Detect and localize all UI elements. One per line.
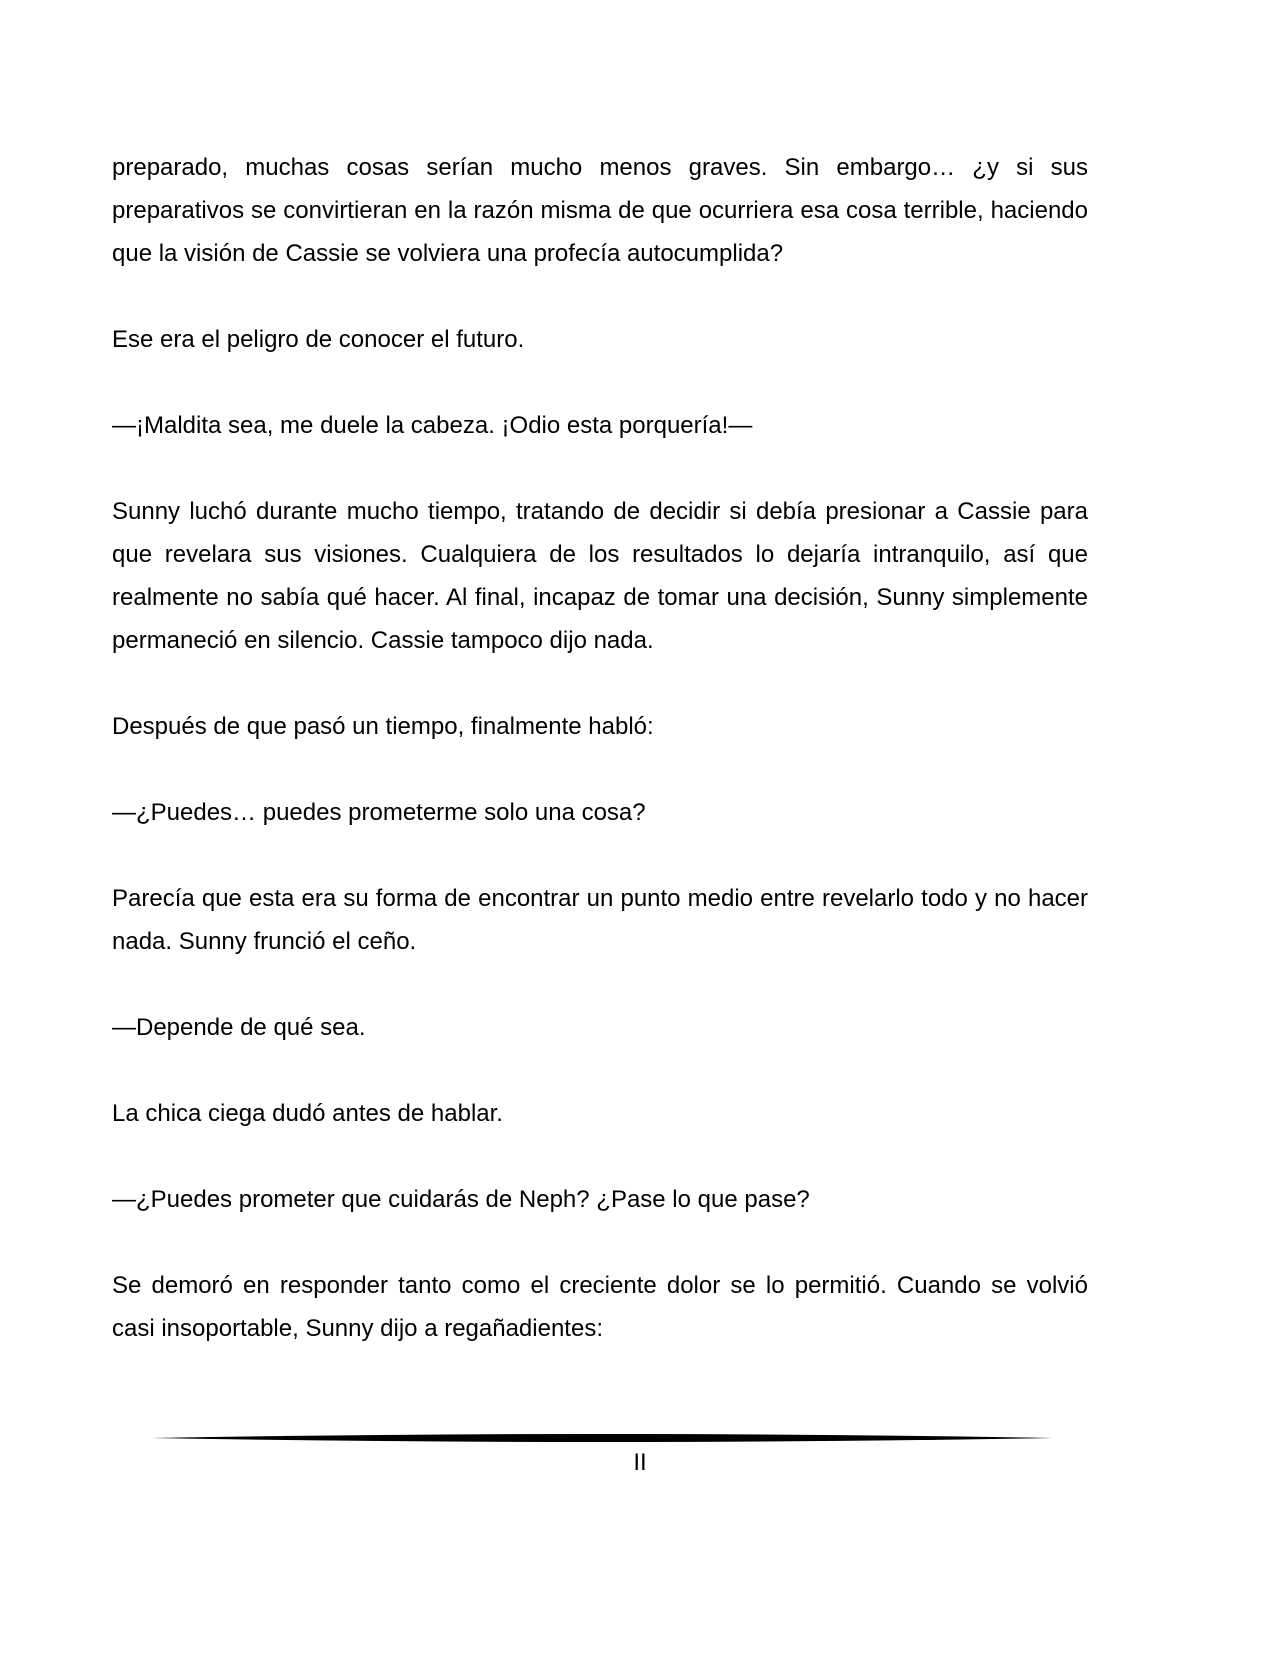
paragraph: Después de que pasó un tiempo, finalmente habló: [112, 713, 654, 740]
paragraph: —Depende de qué sea. [112, 1014, 366, 1041]
paragraph: Ese era el peligro de conocer el futuro. [112, 326, 525, 353]
paragraph: Parecía que esta era su forma de encontrar un punto medio entre revelarlo todo y no hacer nada. Sunny frunció el ceño. [112, 885, 1088, 955]
paragraph: Sunny luchó durante mucho tiempo, tratando de decidir si debía presionar a Cassie para que revelara sus visiones. Cualquiera de los resultados lo dejaría intranquilo, así que realmente no sabía qué hacer. Al final, incapaz de tomar una decisión, Sunny simplemente permaneció en silencio. Cassie tampoco dijo nada. [112, 498, 1088, 654]
paragraph: La chica ciega dudó antes de hablar. [112, 1100, 503, 1127]
page-number: II [633, 1449, 647, 1476]
paragraph: —¡Maldita sea, me duele la cabeza. ¡Odio esta porquería!— [112, 412, 753, 439]
page-body [112, 146, 1088, 1393]
paragraph: —¿Puedes… puedes prometerme solo una cosa? [112, 799, 646, 826]
paragraph: preparado, muchas cosas serían mucho menos graves. Sin embargo… ¿y si sus preparativos se convirtieran en la razón misma de que ocurriera esa cosa terrible, haciendo que la visión de Cassie se volviera una profecía autocumplida? [112, 154, 1088, 267]
footer-divider [152, 1430, 1052, 1446]
paragraph: Se demoró en responder tanto como el creciente dolor se lo permitió. Cuando se volvió casi insoportable, Sunny dijo a regañadientes: [112, 1272, 1088, 1342]
paragraph: —¿Puedes prometer que cuidarás de Neph? ¿Pase lo que pase? [112, 1186, 810, 1213]
